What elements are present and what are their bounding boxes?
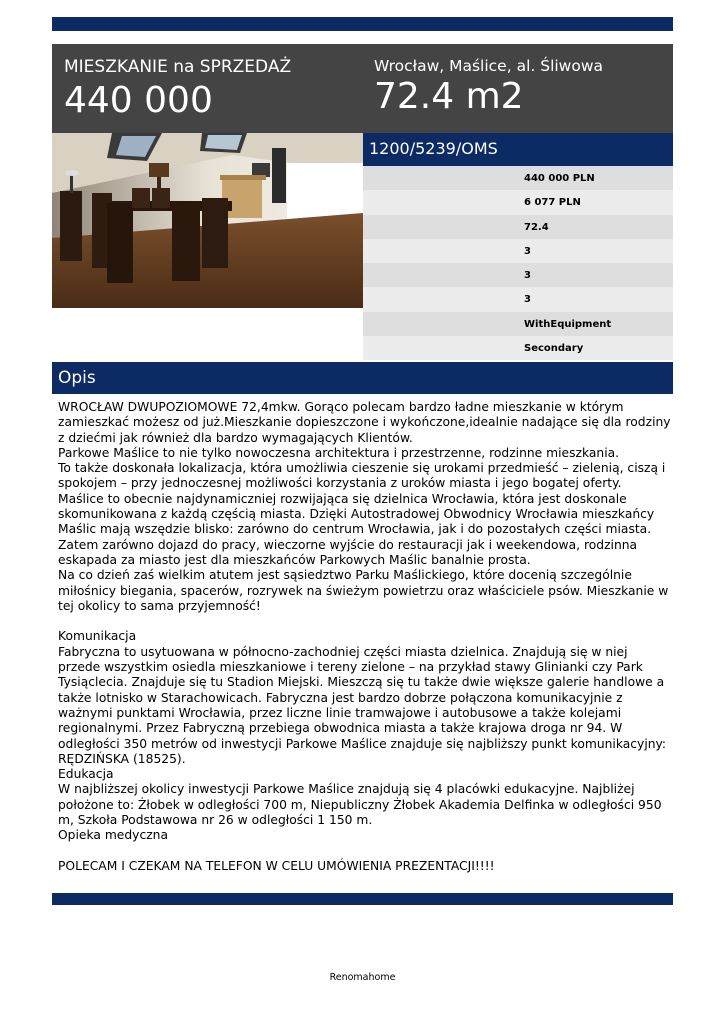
description-line: Tysiąclecia. Znajduje się tu Stadion Miejski. Mieszczą się tu także dwie większe galerie handlowe a	[58, 675, 665, 690]
spec-row	[363, 312, 673, 336]
description-line: przede wszystkim osiedla mieszkaniowe i tereny zielone – na przykład stawy Glinianki czy Park	[58, 660, 643, 675]
description-line: Na co dzień zaś wielkim atutem jest sąsiedztwo Parku Maślickiego, które docenią szczególnie	[58, 568, 632, 583]
spec-row	[363, 166, 673, 190]
description-line: Komunikacja	[58, 629, 137, 644]
description-line	[58, 614, 670, 629]
listing-location: Wrocław, Maślice, al. Śliwowa	[374, 57, 604, 75]
spec-value: 3	[524, 294, 531, 306]
description-line: Maślice to obecnie najdynamiczniej rozwijająca się dzielnica Wrocławia, która jest doskonale	[58, 491, 627, 506]
bottom-accent-band	[52, 893, 673, 905]
description-line: tej okolicy to sama przyjemność!	[58, 598, 261, 613]
spec-row	[363, 190, 673, 214]
description-line: skomunikowana z każdą częścią miasta. Dzięki Autostradowej Obwodnicy Wrocławia mieszkańcy	[58, 507, 655, 522]
description-line: RĘDZIŃSKA (18525).	[58, 751, 186, 766]
spec-value: 72.4	[524, 221, 549, 233]
spec-row	[363, 287, 673, 311]
description-line: miłośnicy biegania, spacerów, rozrywek na świeżym powietrzu oraz właściciele psów. Mieszkanie w	[58, 583, 669, 598]
description-line: Parkowe Maślice to nie tylko nowoczesna architektura i przestrzenne, rodzinne mieszkania.	[58, 445, 620, 460]
description-line: zamieszkać możesz od już.Mieszkanie dopieszczone i wykończone,idealnie nadające się dla rodziny	[58, 415, 671, 430]
spec-value: 440 000 PLN	[524, 173, 595, 184]
spec-value: 3	[524, 270, 531, 282]
description-line: odległości 350 metrów od inwestycji Parkowe Maślice znajduje się najbliższy punkt komunikacyjny:	[58, 736, 667, 751]
description-line: Zatem zarówno dojazd do pracy, wieczorne wyjście do restauracji jak i weekendowa, rodzinna	[58, 537, 638, 552]
description-line: położone to: Żłobek w odległości 700 m, Niepubliczny Żłobek Akademia Delfinka w odległości 950	[58, 797, 662, 812]
description-line: także lotnisko w Starachowicach. Fabryczna jest bardzo dobrze połączona komunikacyjnie z	[58, 690, 623, 705]
spec-row	[363, 239, 673, 263]
description-line: m, Szkoła Podstawowa nr 26 w odległości 1 150 m.	[58, 813, 373, 828]
description-line: W najbliższej okolicy inwestycji Parkowe Maślice znajdują się 4 placówki edukacyjne. Najbliżej	[58, 782, 635, 797]
top-accent-band	[52, 17, 673, 31]
footer-brand: Renomahome	[329, 972, 396, 983]
spec-row	[363, 336, 673, 360]
listing-id: 1200/5239/OMS	[369, 139, 498, 158]
description-line: z dziećmi jak również dla bardzo wymagających Klientów.	[58, 430, 413, 445]
spec-row	[363, 263, 673, 287]
listing-id-bar	[363, 133, 673, 166]
section-title: Opis	[58, 368, 96, 388]
description-line: eskapada za miasto jest dla mieszkańców Parkowych Maślic banalnie prosta.	[58, 552, 531, 567]
description-line: spokojem – przy jednoczesnej możliwości korzystania z uroków miasta i jego bogatej oferty.	[58, 476, 622, 491]
description-line	[58, 844, 670, 859]
description-line: POLECAM I CZEKAM NA TELEFON W CELU UMÓWIENIA PREZENTACJI!!!!	[58, 858, 495, 873]
spec-table	[363, 166, 673, 360]
listing-type: MIESZKANIE na SPRZEDAŻ	[64, 57, 292, 77]
description-text	[58, 400, 670, 874]
spec-value: 6 077 PLN	[524, 197, 581, 209]
spec-value: WithEquipment	[524, 318, 612, 330]
spec-row	[363, 215, 673, 239]
description-line: Opieka medyczna	[58, 828, 168, 843]
description-line: WROCŁAW DWUPOZIOMOWE 72,4mkw. Gorąco polecam bardzo ładne mieszkanie w którym	[58, 400, 624, 414]
description-line: Maślic mają wszędzie blisko: zarówno do centrum Wrocławia, jak i do pozostałych części miasta.	[58, 522, 652, 537]
apartment-photo	[52, 133, 363, 308]
description-line: ważnymi punktami Wrocławia, przez liczne linie tramwajowe i autobusowe a także kolejami	[58, 705, 622, 720]
spec-value: Secondary	[524, 343, 584, 355]
description-line: To także doskonała lokalizacja, która umożliwia cieszenie się urokami przedmieść – zielenią, ciszą i	[58, 461, 666, 476]
listing-price: 440 000	[64, 80, 213, 121]
listing-header	[52, 44, 673, 133]
description-line: Edukacja	[58, 767, 114, 782]
spec-value: 3	[524, 245, 531, 257]
description-line: Fabryczna to usytuowana w północno-zachodniej części miasta dzielnica. Znajdują się w niej	[58, 644, 628, 659]
listing-area: 72.4 m2	[374, 76, 524, 117]
description-line: regionalnymi. Przez Fabryczną przebiega obwodnica miasta a także krajowa droga nr 94. W	[58, 721, 623, 736]
description-header	[52, 362, 673, 394]
